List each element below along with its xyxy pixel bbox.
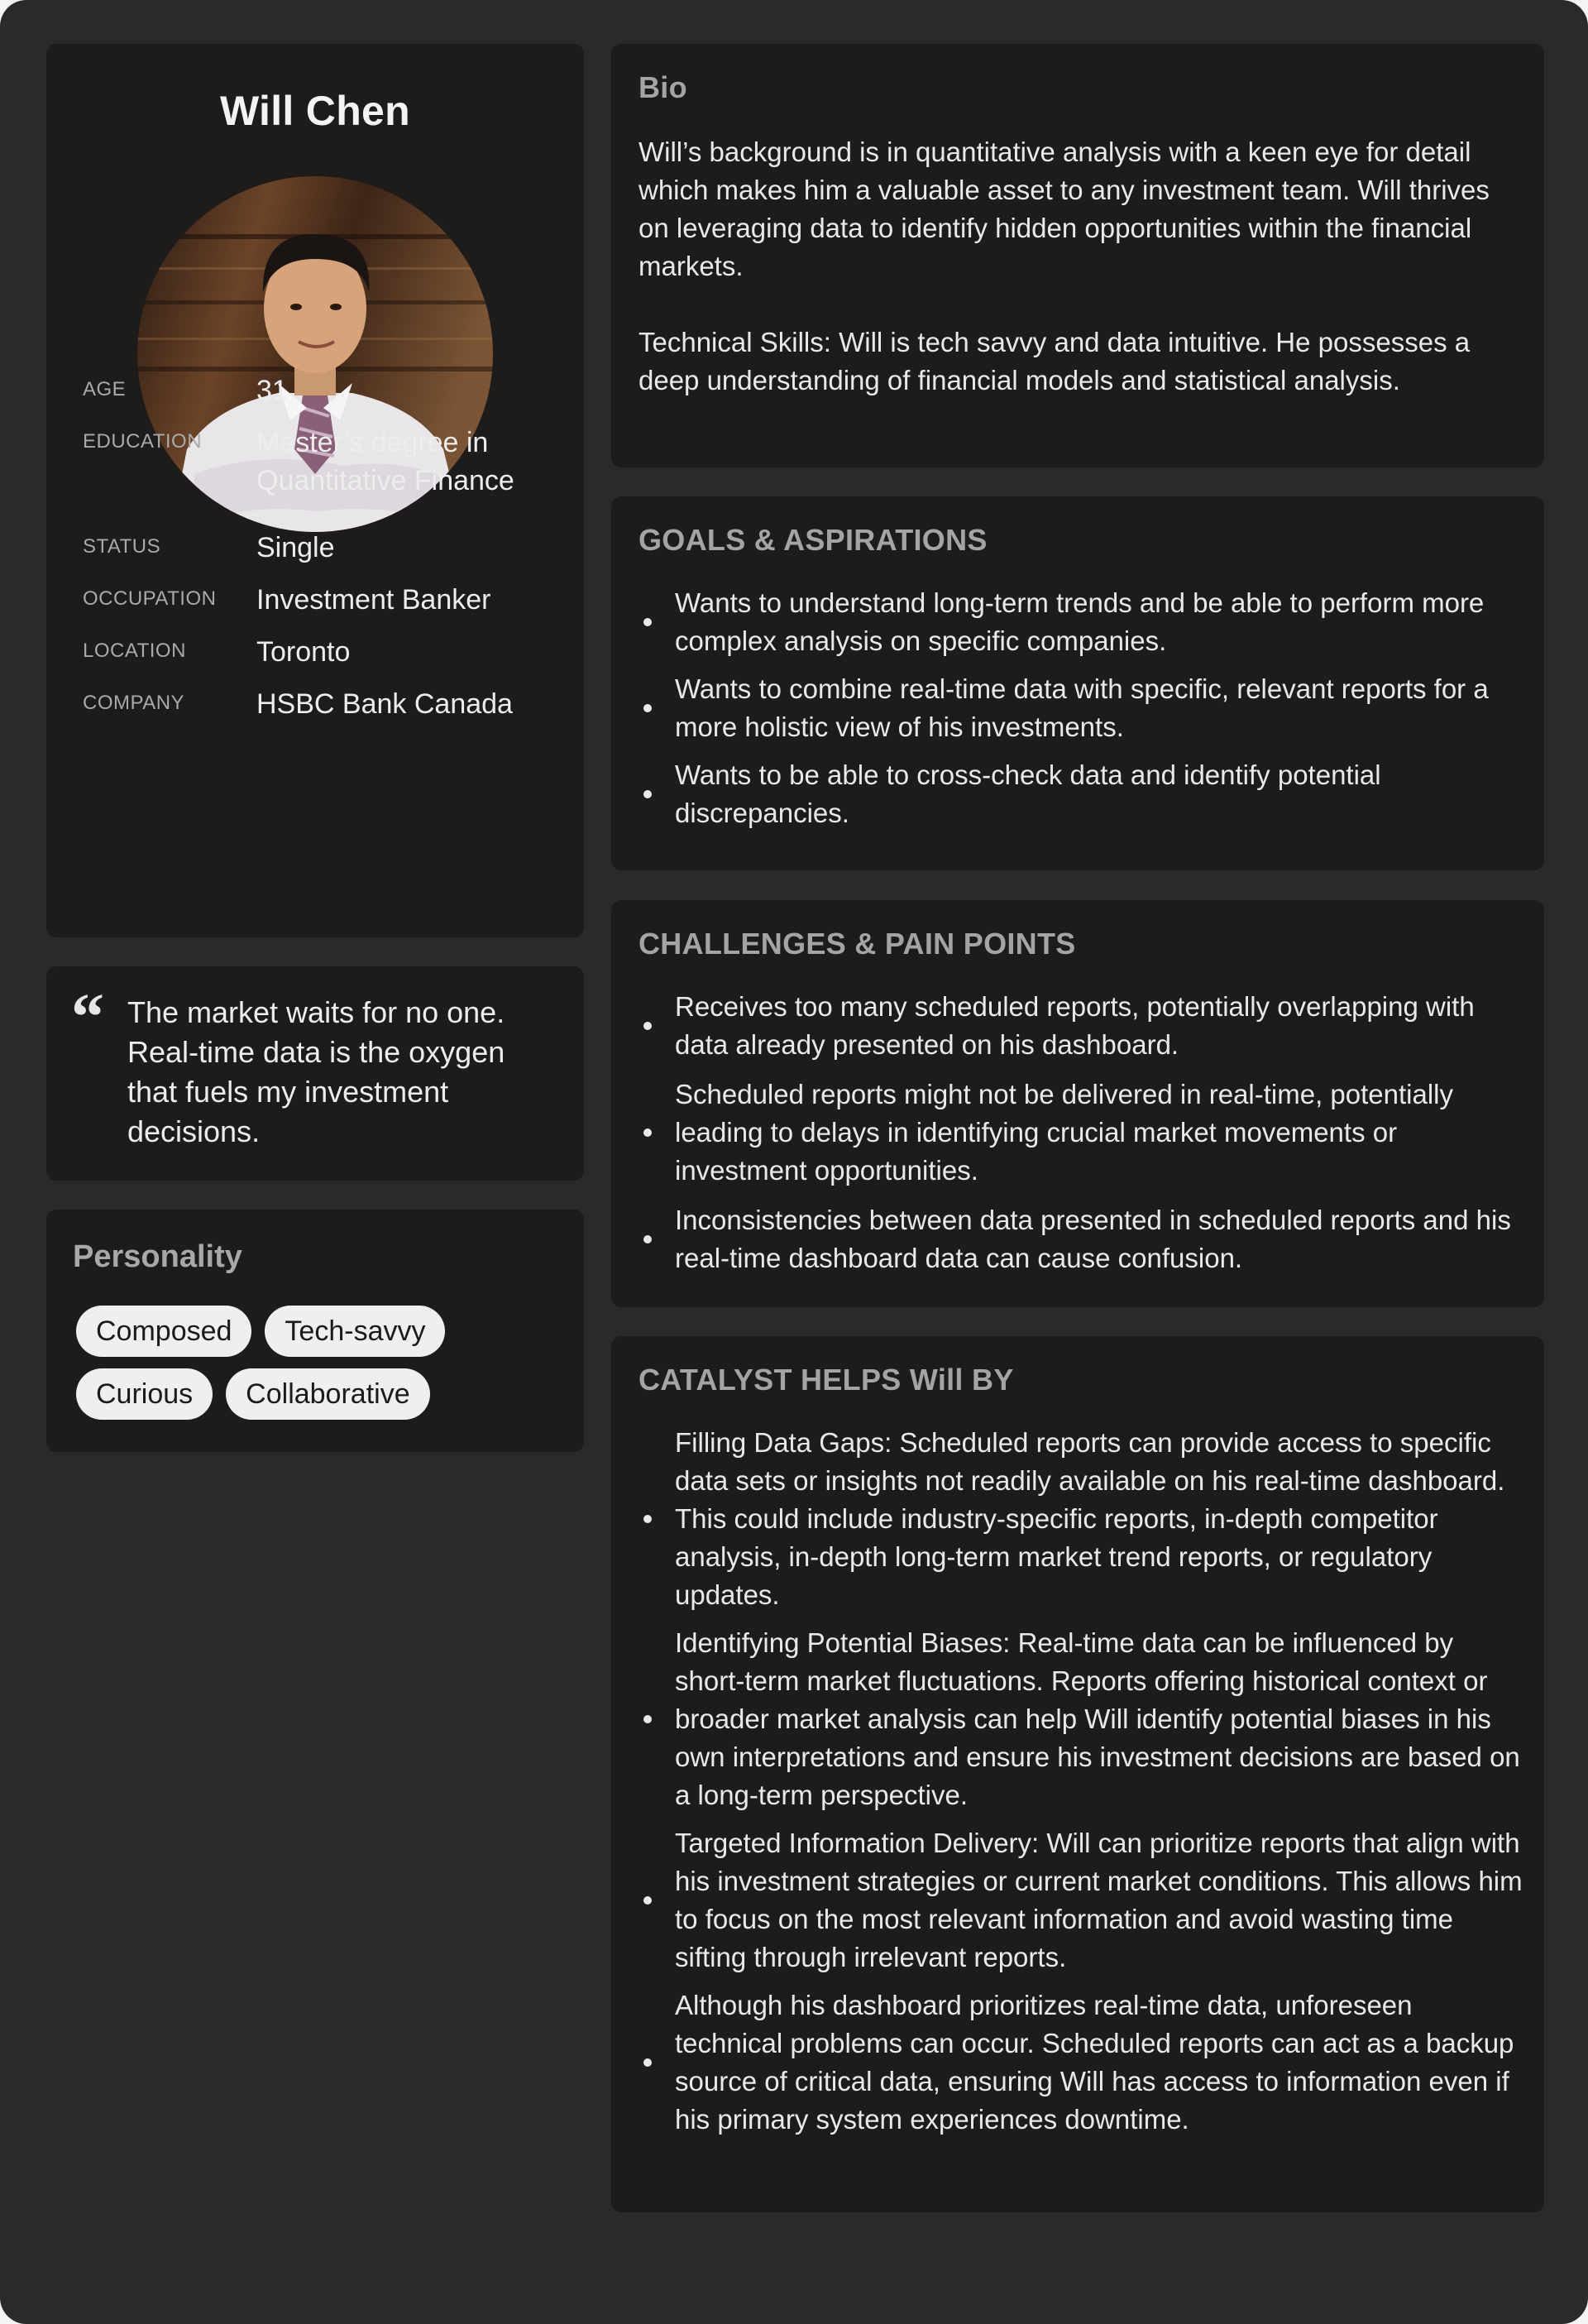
info-label: COMPANY [83, 692, 185, 714]
personality-tag: Curious [76, 1368, 213, 1420]
info-label: AGE [83, 378, 127, 400]
list-item: Wants to be able to cross-check data and identify potential discrepancies. [639, 756, 1523, 832]
list-item: Although his dashboard prioritizes real-time data, unforeseen technical problems can occur. Scheduled reports can act as a backup source of critical data, ensuring Will has access to information even if his primary system experiences downtime. [639, 1986, 1523, 2139]
goals-list [639, 584, 1523, 842]
goals-title: GOALS & ASPIRATIONS [639, 523, 988, 557]
quote-text: The market waits for no one. Real-time data is the oxygen that fuels my investment decisions. [127, 995, 505, 1148]
quote-card [46, 966, 584, 1181]
catalyst-list [639, 1424, 1523, 2149]
personality-tag: Tech-savvy [265, 1306, 445, 1357]
info-value: HSBC Bank Canada [256, 688, 513, 720]
info-label: EDUCATION [83, 430, 203, 453]
challenges-title: CHALLENGES & PAIN POINTS [639, 927, 1076, 961]
list-item: Targeted Information Delivery: Will can prioritize reports that align with his investment strategies or current market conditions. This allows him to focus on the most relevant information and avoid wasting time sifting through irrelevant reports. [639, 1824, 1523, 1977]
catalyst-title: CATALYST HELPS Will BY [639, 1363, 1014, 1397]
challenges-card [611, 900, 1544, 1307]
info-label: OCCUPATION [83, 587, 217, 610]
list-item: Receives too many scheduled reports, potentially overlapping with data already presented on his dashboard. [639, 988, 1523, 1064]
bio-card [611, 44, 1544, 467]
info-value: Single [256, 532, 335, 563]
challenges-list [639, 988, 1523, 1289]
personality-tags [76, 1306, 539, 1431]
list-item: Inconsistencies between data presented in scheduled reports and his real-time dashboard data can cause confusion. [639, 1201, 1523, 1277]
profile-card [46, 44, 584, 937]
personality-title: Personality [73, 1239, 242, 1274]
list-item: Identifying Potential Biases: Real-time data can be influenced by short-term market fluctuations. Reports offering historical context or broader market analysis can help Will identify potential biases in his own interpretations and ensure his investment decisions are based on a long-term perspective. [639, 1624, 1523, 1814]
list-item: Filling Data Gaps: Scheduled reports can provide access to specific data sets or insights not readily available on his real-time dashboard. This could include industry-specific reports, in-depth competitor analysis, in-depth long-term market trend reports, or regulatory updates. [639, 1424, 1523, 1614]
info-value: 31 [256, 375, 288, 406]
goals-card [611, 496, 1544, 870]
bio-paragraph: Technical Skills: Will is tech savvy and data intuitive. He possesses a deep understanding of financial models and statistical analysis. [639, 327, 1471, 395]
info-label: STATUS [83, 535, 161, 558]
info-label: LOCATION [83, 640, 186, 662]
info-value: Investment Banker [256, 584, 491, 616]
bio-paragraph: Will’s background is in quantitative analysis with a keen eye for detail which makes him a valuable asset to any investment team. Will thrives on leveraging data to identify hidden opportunities within the financial markets. [639, 137, 1490, 281]
persona-name: Will Chen [219, 88, 411, 134]
quote-icon: “ [71, 981, 104, 1054]
personality-card [46, 1210, 584, 1452]
info-value: Toronto [256, 636, 351, 668]
catalyst-card [611, 1336, 1544, 2212]
list-item: Scheduled reports might not be delivered in real-time, potentially leading to delays in identifying crucial market movements or investment opportunities. [639, 1076, 1523, 1190]
list-item: Wants to combine real-time data with specific, relevant reports for a more holistic view of his investments. [639, 670, 1523, 746]
info-value: Master’s degree in Quantitative Finance [256, 427, 514, 496]
bio-text [639, 133, 1515, 438]
list-item: Wants to understand long-term trends and be able to perform more complex analysis on specific companies. [639, 584, 1523, 660]
bio-title: Bio [639, 70, 687, 104]
personality-tag: Composed [76, 1306, 251, 1357]
personality-tag: Collaborative [226, 1368, 429, 1420]
